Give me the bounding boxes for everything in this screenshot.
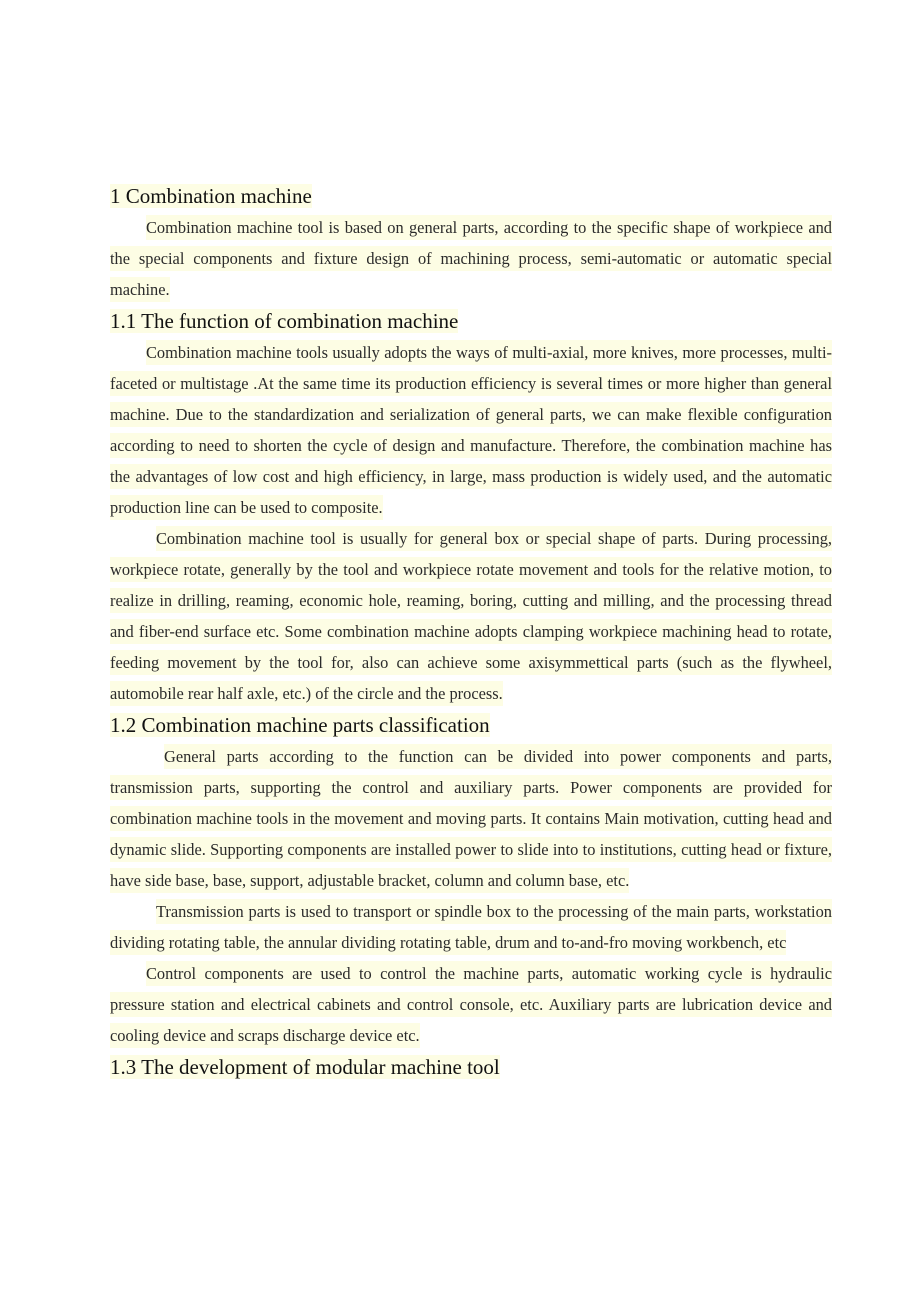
- section-heading-1-1: 1.1 The function of combination machine: [110, 309, 459, 333]
- section-heading-1-3: 1.3 The development of modular machine tool: [110, 1055, 500, 1079]
- section-heading-1-2: 1.2 Combination machine parts classification: [110, 713, 490, 737]
- section-1-1-paragraph-2: Combination machine tool is usually for general box or special shape of parts. During processing, workpiece rotate, generally by the tool and workpiece rotate movement and tools for the relative motion, to realize in drilling, reaming, economic hole, reaming, boring, cutting and milling, and the processing thread and fiber-end surface etc. Some combination machine adopts clamping workpiece machining head to rotate, feeding movement by the tool for, also can achieve some axisymmettical parts (such as the flywheel, automobile rear half axle, etc.) of the circle and the process.: [110, 523, 832, 709]
- section-1-2-paragraph-2: Transmission parts is used to transport or spindle box to the processing of the main parts, workstation dividing rotating table, the annular dividing rotating table, drum and to-and-fro moving workbench, etc: [110, 896, 832, 958]
- document-page: [110, 180, 832, 1083]
- section-1-2-paragraph-3: Control components are used to control the machine parts, automatic working cycle is hydraulic pressure station and electrical cabinets and control console, etc. Auxiliary parts are lubrication device and cooling device and scraps discharge device etc.: [110, 958, 832, 1051]
- section-1-paragraph-1: Combination machine tool is based on general parts, according to the specific shape of workpiece and the special components and fixture design of machining process, semi-automatic or automatic special machine.: [110, 212, 832, 305]
- section-heading-1: 1 Combination machine: [110, 184, 312, 208]
- section-1-2-paragraph-1: General parts according to the function can be divided into power components and parts, transmission parts, supporting the control and auxiliary parts. Power components are provided for combination machine tools in the movement and moving parts. It contains Main motivation, cutting head and dynamic slide. Supporting components are installed power to slide into to institutions, cutting head or fixture, have side base, base, support, adjustable bracket, column and column base, etc.: [110, 741, 832, 896]
- section-1-1-paragraph-1: Combination machine tools usually adopts the ways of multi-axial, more knives, more processes, multi-faceted or multistage .At the same time its production efficiency is several times or more higher than general machine. Due to the standardization and serialization of general parts, we can make flexible configuration according to need to shorten the cycle of design and manufacture. Therefore, the combination machine has the advantages of low cost and high efficiency, in large, mass production is widely used, and the automatic production line can be used to composite.: [110, 337, 832, 523]
